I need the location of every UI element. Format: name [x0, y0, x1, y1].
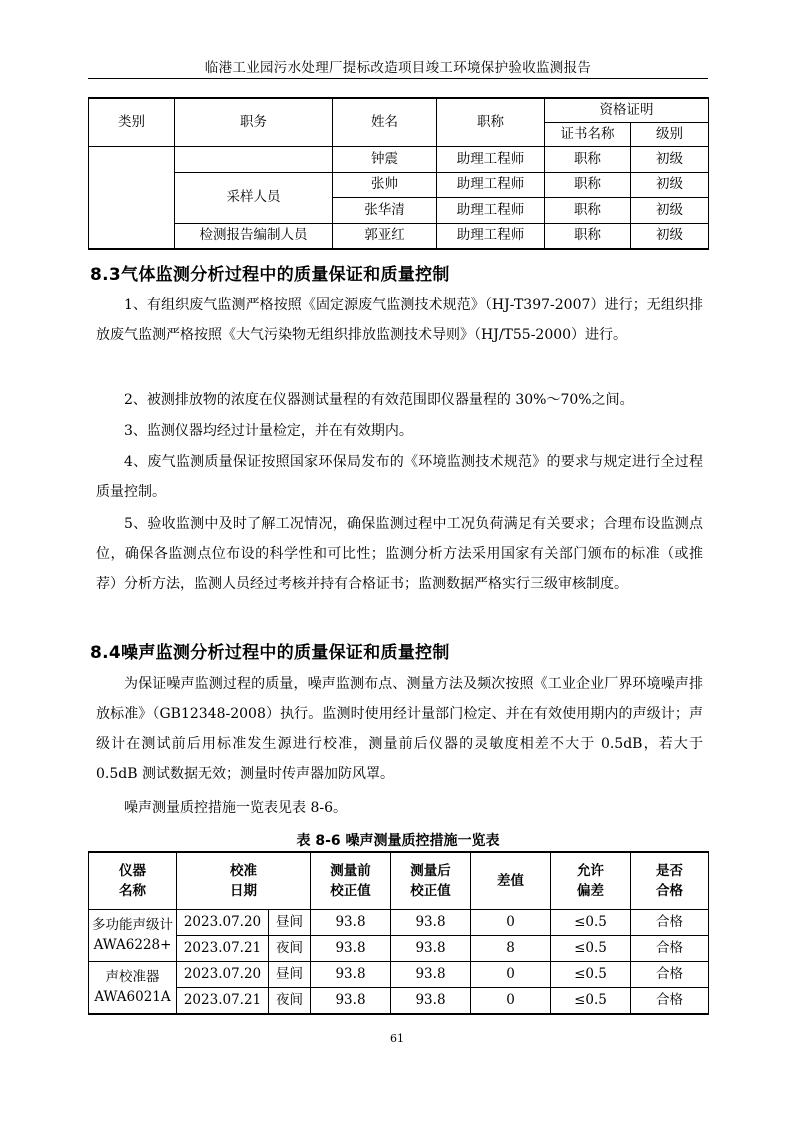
before-cell: 93.8 — [311, 936, 391, 962]
cert-cell: 职称 — [545, 147, 631, 173]
header-position: 职务 — [175, 98, 333, 147]
page-number: 61 — [390, 1032, 404, 1045]
instrument-cell: 多功能声级计AWA6228+ — [89, 910, 177, 962]
level-cell: 初级 — [631, 198, 709, 224]
level-cell: 初级 — [631, 223, 709, 249]
paragraph: 噪声测量质控措施一览表见表 8-6。 — [124, 800, 347, 816]
cert-cell: 职称 — [545, 172, 631, 198]
date-cell: 2023.07.20 — [177, 910, 269, 936]
table-caption: 表 8-6 噪声测量质控措施一览表 — [296, 833, 500, 849]
position-cell: 检测报告编制人员 — [175, 223, 333, 249]
date-cell: 2023.07.21 — [177, 936, 269, 962]
table-row — [89, 910, 709, 936]
table-row — [89, 172, 709, 198]
header-instrument: 仪器 名称 — [89, 852, 177, 910]
noise-qc-table — [88, 851, 709, 1015]
paragraph: 1、有组织废气监测严格按照《固定源废气监测技术规范》（HJ-T397-2007）进行；无组织排放废气监测严格按照《大气污染物无组织排放监测技术导则》（HJ/T55-2000）进行。 — [96, 297, 703, 343]
paragraph: 为保证噪声监测过程的质量，噪声监测布点、测量方法及频次按照《工业企业厂界环境噪声排放标准》（GB12348-2008）执行。监测时使用经计量部门检定、并在有效使用期内的声级计；声级计在测试前后用标准发生源进行校准，测量前后仪器的灵敏度相差不大于 0.5dB，若大于 0.5dB 测试数据无效；测量时传声器加防风罩。 — [96, 676, 703, 782]
level-cell: 初级 — [631, 147, 709, 173]
page-header-title: 临港工业园污水处理厂提标改造项目竣工环境保护验收监测报告 — [204, 60, 592, 76]
position-cell — [175, 147, 333, 173]
table-row — [89, 147, 709, 173]
header-level: 级别 — [631, 123, 709, 147]
date-cell: 2023.07.21 — [177, 988, 269, 1015]
header-calibration-date: 校准 日期 — [177, 852, 311, 910]
paragraph: 2、被测排放物的浓度在仪器测试量程的有效范围即仪器量程的 30%～70%之间。 — [124, 392, 634, 408]
section-8-3-heading: 8.3气体监测分析过程中的质量保证和质量控制 — [90, 265, 450, 285]
table-row — [89, 988, 709, 1015]
table-row — [89, 223, 709, 249]
position-cell: 采样人员 — [175, 172, 333, 223]
before-cell: 93.8 — [311, 988, 391, 1015]
header-allowed-deviation: 允许 偏差 — [551, 852, 631, 910]
period-cell: 夜间 — [269, 988, 311, 1015]
header-qualification: 资格证明 — [545, 98, 709, 123]
paragraph: 5、验收监测中及时了解工况情况，确保监测过程中工况负荷满足有关要求；合理布设监测点位，确保各监测点位布设的科学性和可比性；监测分析方法采用国家有关部门颁布的标准（或推荐）分析方法，监测人员经过考核并持有合格证书；监测数据严格实行三级审核制度。 — [96, 516, 703, 592]
before-cell: 93.8 — [311, 910, 391, 936]
header-before: 测量前 校正值 — [311, 852, 391, 910]
name-cell: 张华清 — [333, 198, 437, 224]
pass-cell: 合格 — [631, 936, 709, 962]
allowed-cell: ≤0.5 — [551, 910, 631, 936]
difference-cell: 0 — [471, 988, 551, 1015]
date-cell: 2023.07.20 — [177, 962, 269, 988]
header-category: 类别 — [89, 98, 175, 147]
instrument-cell: 声校准器AWA6021A — [89, 962, 177, 1015]
category-cell — [89, 147, 175, 250]
name-cell: 钟震 — [333, 147, 437, 173]
period-cell: 昼间 — [269, 962, 311, 988]
title-cell: 助理工程师 — [437, 172, 545, 198]
level-cell: 初级 — [631, 172, 709, 198]
table-row — [89, 936, 709, 962]
header-name: 姓名 — [333, 98, 437, 147]
after-cell: 93.8 — [391, 962, 471, 988]
header-divider — [88, 78, 708, 79]
after-cell: 93.8 — [391, 936, 471, 962]
title-cell: 助理工程师 — [437, 223, 545, 249]
allowed-cell: ≤0.5 — [551, 988, 631, 1015]
period-cell: 夜间 — [269, 936, 311, 962]
cert-cell: 职称 — [545, 198, 631, 224]
allowed-cell: ≤0.5 — [551, 936, 631, 962]
difference-cell: 8 — [471, 936, 551, 962]
difference-cell: 0 — [471, 962, 551, 988]
title-cell: 助理工程师 — [437, 147, 545, 173]
pass-cell: 合格 — [631, 962, 709, 988]
section-8-4-heading: 8.4噪声监测分析过程中的质量保证和质量控制 — [90, 643, 450, 663]
difference-cell: 0 — [471, 910, 551, 936]
after-cell: 93.8 — [391, 988, 471, 1015]
name-cell: 郭亚红 — [333, 223, 437, 249]
paragraph: 4、废气监测质量保证按照国家环保局发布的《环境监测技术规范》的要求与规定进行全过程质量控制。 — [96, 454, 703, 500]
cert-cell: 职称 — [545, 223, 631, 249]
paragraph: 3、监测仪器均经过计量检定，并在有效期内。 — [124, 423, 413, 439]
title-cell: 助理工程师 — [437, 198, 545, 224]
header-pass: 是否 合格 — [631, 852, 709, 910]
header-title: 职称 — [437, 98, 545, 147]
header-after: 测量后 校正值 — [391, 852, 471, 910]
allowed-cell: ≤0.5 — [551, 962, 631, 988]
after-cell: 93.8 — [391, 910, 471, 936]
header-difference: 差值 — [471, 852, 551, 910]
period-cell: 昼间 — [269, 910, 311, 936]
staff-qualification-table — [88, 97, 709, 250]
table-row — [89, 962, 709, 988]
name-cell: 张帅 — [333, 172, 437, 198]
before-cell: 93.8 — [311, 962, 391, 988]
pass-cell: 合格 — [631, 910, 709, 936]
pass-cell: 合格 — [631, 988, 709, 1015]
header-cert-name: 证书名称 — [545, 123, 631, 147]
